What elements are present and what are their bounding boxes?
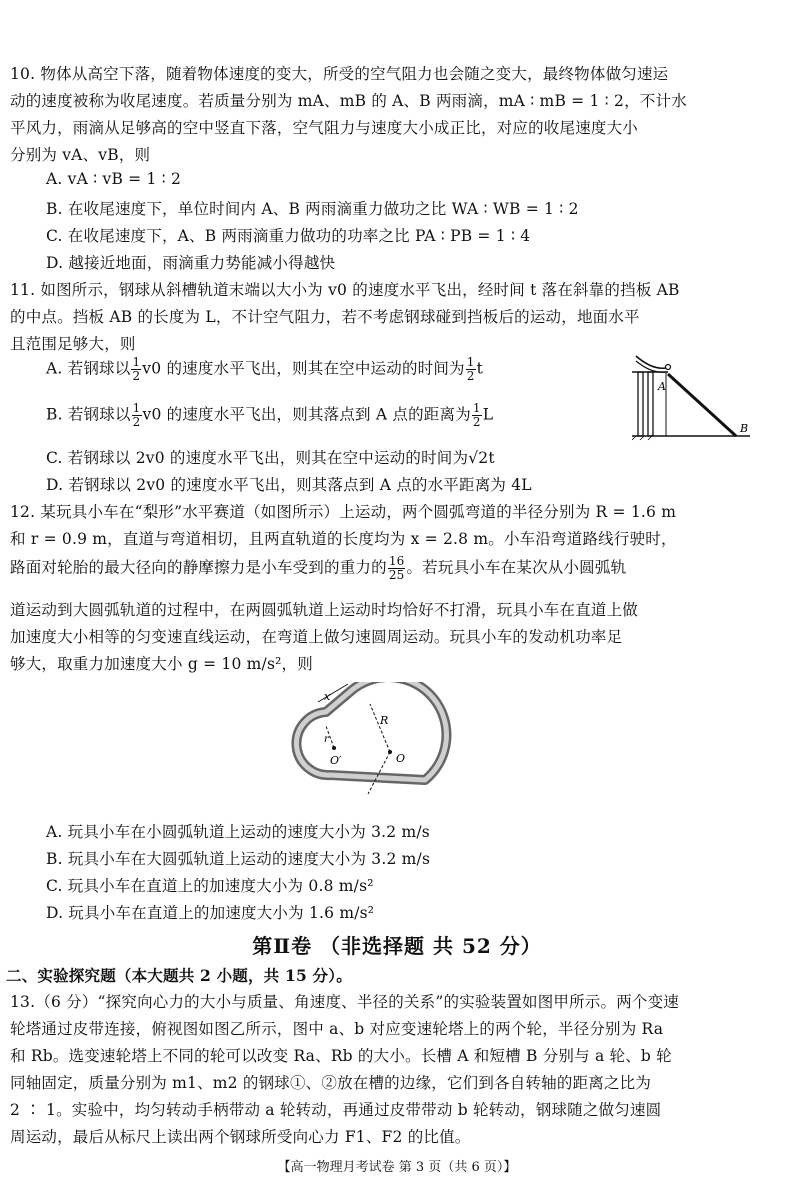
q10-line-1: 10. 物体从高空下落，随着物体速度的变大，所受的空气阻力也会随之变大，最终物体做匀速运 [10, 65, 669, 83]
q12-line-3: 路面对轮胎的最大径向的静摩擦力是小车受到的重力的 $\frac{16}{25}$ 。若玩具小车在某次从小圆弧轨 [10, 554, 627, 582]
support-pillar [638, 372, 643, 436]
q11-option-c: C. 若钢球以 2v0 的速度水平飞出，则其在空中运动的时间为√2t [46, 449, 495, 467]
fraction-half: $\frac{1}{2}$ [472, 401, 481, 429]
q10-line-2: 动的速度被称为收尾速度。若质量分别为 mA、mB 的 A、B 两雨滴，mA ∶ mB = 1 ∶ 2，不计水 [10, 92, 687, 110]
label-small-r: r [324, 734, 329, 745]
q13-line-4: 同轴固定，质量分别为 m1、m2 的钢球①、②放在槽的边缘，它们到各自转轴的距离之比为 [10, 1074, 652, 1092]
chute-track [636, 356, 666, 368]
q11-line-3: 且范围足够大，则 [10, 335, 136, 353]
q10-line-4: 分别为 vA、vB，则 [10, 146, 151, 164]
label-b: B [740, 422, 749, 435]
q11-option-d: D. 若钢球以 2v0 的速度水平飞出，则其落点到 A 点的水平距离为 4L [46, 476, 532, 494]
q12-line-5: 加速度大小相等的匀变速直线运动，在弯道上做匀速圆周运动。玩具小车的发动机功率足 [10, 628, 623, 646]
q12-option-a: A. 玩具小车在小圆弧轨道上运动的速度大小为 3.2 m/s [46, 823, 430, 841]
q10-option-a: A. vA ∶ vB = 1 ∶ 2 [46, 170, 182, 188]
q11-line-1: 11. 如图所示，钢球从斜槽轨道末端以大小为 v0 的速度水平飞出，经时间 t 落在斜靠的挡板 AB [10, 281, 680, 299]
label-x: x [324, 690, 331, 703]
radius-r-big [370, 704, 390, 752]
label-big-r: R [380, 714, 389, 727]
label-o-prime: O′ [330, 754, 342, 767]
section-part-heading: 二、实验探究题（本大题共 2 小题，共 15 分）。 [6, 966, 352, 985]
q11-figure [632, 350, 752, 442]
fraction-half: $\frac{1}{2}$ [132, 401, 141, 429]
center-o-prime [332, 746, 336, 750]
q12-option-d: D. 玩具小车在直道上的加速度大小为 1.6 m/s² [46, 904, 375, 922]
q10-line-3: 平风力，雨滴从足够高的空中竖直下落，空气阻力与速度大小成正比，对应的收尾速度大小 [10, 119, 639, 137]
q11-line-2: 的中点。挡板 AB 的长度为 L，不计空气阻力，若不考虑钢球碰到挡板后的运动，地面水平 [10, 308, 640, 326]
section-title: 第Ⅱ卷 （非选择题 共 52 分） [252, 934, 542, 958]
page-footer: 【高一物理月考试卷 第 3 页（共 6 页）】 [277, 1160, 517, 1175]
center-o [388, 750, 392, 754]
q12-line-6: 够大，取重力加速度大小 g = 10 m/s²，则 [10, 655, 313, 673]
q13-line-5: 2 ∶ 1。实验中，均匀转动手柄带动 a 轮转动，再通过皮带带动 b 轮转动，钢球随之做匀速圆 [10, 1101, 662, 1119]
pear-track [296, 682, 446, 780]
q13-line-6: 周运动，最后从标尺上读出两个钢球所受向心力 F1、F2 的比值。 [10, 1128, 471, 1146]
q13-line-2: 轮塔通过皮带连接，俯视图如图乙所示，图中 a、b 对应变速轮塔上的两个轮，半径分别为 Ra [10, 1020, 664, 1038]
q13-line-3: 和 Rb。选变速轮塔上不同的轮可以改变 Ra、Rb 的大小。长槽 A 和短槽 B 分别与 a 轮、b 轮 [10, 1047, 672, 1065]
fraction-half: $\frac{1}{2}$ [132, 355, 141, 383]
steel-ball [666, 365, 671, 370]
q10-option-d: D. 越接近地面，雨滴重力势能减小得越快 [46, 254, 336, 272]
q12-option-c: C. 玩具小车在直道上的加速度大小为 0.8 m/s² [46, 877, 374, 895]
q11-option-a: A. 若钢球以 $\frac{1}{2}$ v0 的速度水平飞出，则其在空中运动的时间为 $\frac{1}{2}$ t [46, 355, 484, 383]
q12-line-1: 12. 某玩具小车在“梨形”水平赛道（如图所示）上运动，两个圆弧弯道的半径分别为 R = 1.6 m [10, 503, 677, 521]
q11-option-b: B. 若钢球以 $\frac{1}{2}$ v0 的速度水平飞出，则其落点到 A 点的距离为 $\frac{1}{2}$ L [46, 401, 494, 429]
q13-line-1: 13.（6 分）“探究向心力的大小与质量、角速度、半径的关系”的实验装置如图甲所示。两个变速 [10, 993, 679, 1011]
q12-line-4: 道运动到大圆弧轨道的过程中，在两圆弧轨道上运动时均恰好不打滑，玩具小车在直道上做 [10, 601, 639, 619]
fraction-half: $\frac{1}{2}$ [466, 355, 475, 383]
q12-option-b: B. 玩具小车在大圆弧轨道上运动的速度大小为 3.2 m/s [46, 850, 431, 868]
label-a: A [658, 380, 666, 393]
board-ab [668, 374, 736, 436]
q12-track-figure [290, 682, 460, 802]
fraction-16-25: $\frac{16}{25}$ [388, 554, 405, 582]
q12-line-2: 和 r = 0.9 m，直道与弯道相切，且两直轨道的长度均为 x = 2.8 m。小车沿弯道路线行驶时， [10, 530, 677, 548]
q10-option-c: C. 在收尾速度下，A、B 两雨滴重力做功的功率之比 PA ∶ PB = 1 ∶ 4 [46, 227, 531, 245]
label-o: O [396, 752, 406, 765]
q10-option-b: B. 在收尾速度下，单位时间内 A、B 两雨滴重力做功之比 WA ∶ WB = 1 ∶ 2 [46, 200, 579, 218]
